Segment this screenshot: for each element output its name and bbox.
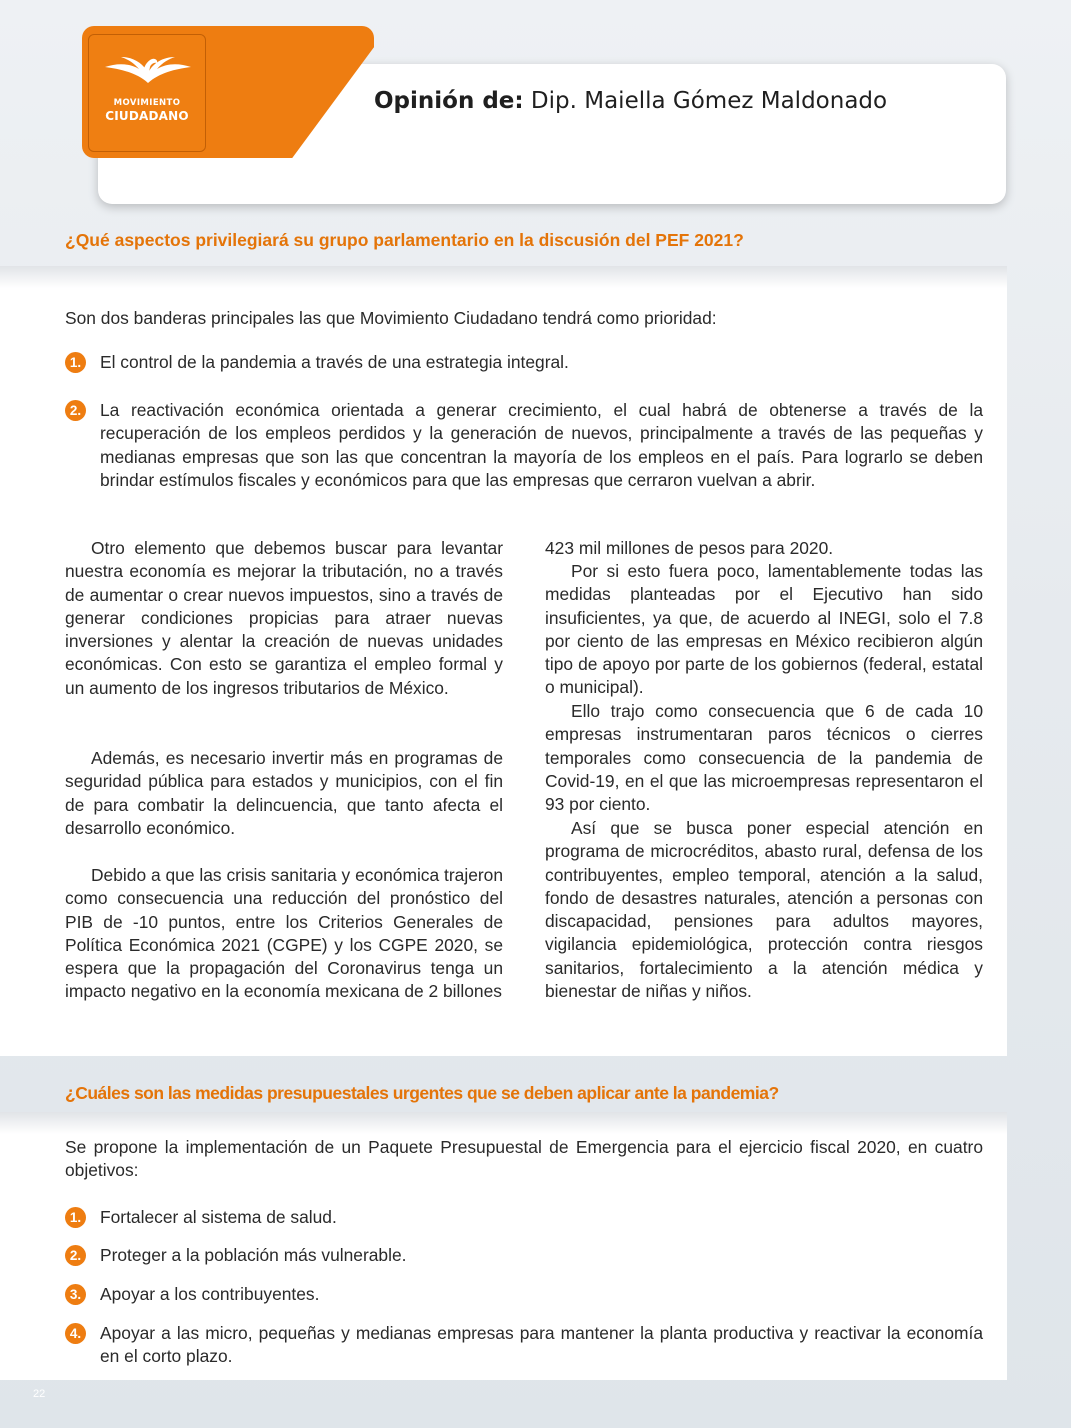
section2-item-3: Apoyar a los contribuyentes. [100,1284,320,1304]
eagle-icon [103,53,193,93]
section2-intro: Se propone la implementación de un Paquete Presupuestal de Emergencia para el ejercicio fiscal 2020, en cuatro objetivos: [65,1137,983,1181]
opinion-heading [374,88,887,114]
logo-line1: MOVIMIENTO [113,98,181,108]
right-paragraph-4: Así que se busca poner especial atención en programa de microcréditos, abasto rural, defensa de los contribuyentes, empleo temporal, atención a la salud, fondo de desastres naturales, atención a personas con discapacidad, pensiones para adultos mayores, vigilancia epidemiológica, protección contra riesgos sanitarios, fortalecimiento a la atención médica y bienestar de niñas y niños. [545,818,983,1002]
section1-intro: Son dos banderas principales las que Movimiento Ciudadano tendrá como prioridad: [65,308,717,328]
list-number-badge: 1. [65,1207,86,1228]
opinion-label: Opinión de: [374,88,524,114]
right-paragraph-1: 423 mil millones de pesos para 2020. [545,538,834,558]
right-paragraph-3: Ello trajo como consecuencia que 6 de cada 10 empresas instrumentaran paros técnicos o cierres temporales como consecuencia de la pandemia de Covid-19, en el que las microempresas representaron el 93 por ciento. [545,701,983,815]
left-paragraph-3: Debido a que las crisis sanitaria y económica trajeron como consecuencia una reducción del pronóstico del PIB de -10 puntos, entre los Criterios Generales de Política Económica 2021 (CGPE) y los CGPE 2020, se espera que la propagación del Coronavirus tenga un impacto negativo en la economía mexicana de 2 billones [65,865,503,1002]
list-number-badge: 2. [65,400,86,421]
section1-question: ¿Qué aspectos privilegiará su grupo parlamentario en la discusión del PEF 2021? [65,230,744,250]
list-number-badge: 2. [65,1245,86,1266]
section1-item-2: La reactivación económica orientada a generar crecimiento, el cual habrá de obtenerse a través de la recuperación de los empleos perdidos y la generación de nuevos, principalmente a través de las pequeñas y medianas empresas que son las que concentran la mayoría de los empleos en el país. Para lograrlo se deben brindar estímulos fiscales y económicos para que las empresas que cerraron vuelvan a abrir. [100,400,983,490]
opinion-author: Dip. Maiella Gómez Maldonado [530,88,888,114]
section1-shadow [0,266,1007,288]
left-paragraph-1: Otro elemento que debemos buscar para levantar nuestra economía es mejorar la tributación, no a través de aumentar o crear nuevos impuestos, sino a través de generar condiciones propicias para atraer nuevas inversiones y alentar la creación de nuevas unidades económicas. Con esto se garantiza el empleo formal y un aumento de los ingresos tributarios de México. [65,538,503,698]
section2-item-4: Apoyar a las micro, pequeñas y medianas empresas para mantener la planta productiva y reactivar la economía en el corto plazo. [100,1323,983,1367]
list-number-badge: 4. [65,1323,86,1344]
section1-item-1: El control de la pandemia a través de una estrategia integral. [100,352,569,372]
list-number-badge: 3. [65,1284,86,1305]
movimiento-ciudadano-logo [88,34,206,152]
section2-question: ¿Cuáles son las medidas presupuestales urgentes que se deben aplicar ante la pandemia? [65,1083,779,1103]
section2-item-1: Fortalecer al sistema de salud. [100,1207,337,1227]
section2-item-2: Proteger a la población más vulnerable. [100,1245,407,1265]
right-paragraph-2: Por si esto fuera poco, lamentablemente todas las medidas planteadas por el Ejecutivo han sido insuficientes, ya que, de acuerdo al INEGI, solo el 7.8 por ciento de las empresas en México recibieron algún tipo de apoyo por parte de los gobiernos (federal, estatal o municipal). [545,561,983,698]
section2-shadow [0,1112,1007,1134]
list-number-badge: 1. [65,352,86,373]
left-paragraph-2: Además, es necesario invertir más en programas de seguridad pública para estados y municipios, con el fin de para combatir la delincuencia, que tanto afecta el desarrollo económico. [65,748,503,838]
logo-line2: CIUDADANO [105,109,189,123]
page-number: 22 [33,1388,46,1400]
